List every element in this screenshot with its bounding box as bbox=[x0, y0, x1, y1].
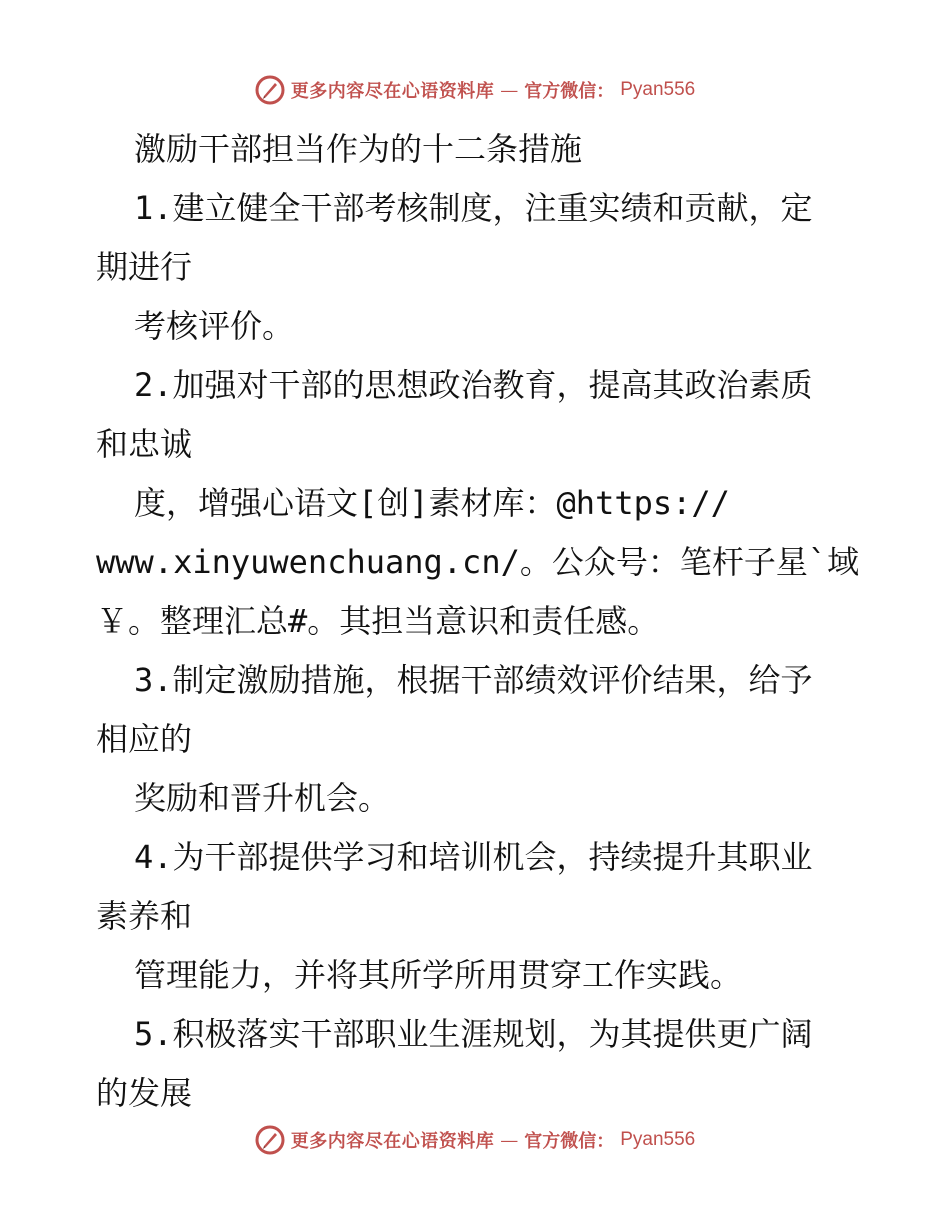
paragraph-line: 的发展 bbox=[96, 1074, 193, 1112]
paragraph-line: 管理能力，并将其所学所用贯穿工作实践。 bbox=[134, 956, 743, 994]
paragraph-line: 5.积极落实干部职业生涯规划，为其提供更广阔 bbox=[134, 1015, 813, 1053]
banner-dash: — bbox=[500, 79, 519, 101]
banner-dash: — bbox=[500, 1129, 519, 1151]
document-body bbox=[96, 121, 860, 1124]
banner-text: 更多内容尽在心语资料库 bbox=[290, 81, 495, 102]
banner-wechat-label: 官方微信： bbox=[524, 1131, 615, 1152]
paragraph-line: 考核评价。 bbox=[134, 307, 295, 345]
paragraph-line: 和忠诚 bbox=[96, 425, 193, 463]
paragraph-line: 1.建立健全干部考核制度，注重实绩和贡献，定 bbox=[134, 189, 813, 227]
paragraph-line: 2.加强对干部的思想政治教育，提高其政治素质 bbox=[134, 366, 813, 404]
quill-pen-circle-icon bbox=[255, 75, 285, 105]
banner-wechat-label: 官方微信： bbox=[524, 81, 615, 102]
paragraph-line: 奖励和晋升机会。 bbox=[134, 779, 391, 817]
paragraph-line: ￥。整理汇总#。其担当意识和责任感。 bbox=[96, 602, 660, 640]
paragraph-line: 3.制定激励措施，根据干部绩效评价结果，给予 bbox=[134, 661, 813, 699]
paragraph-line: 度，增强心语文[创]素材库：@https:// bbox=[134, 484, 730, 522]
footer-banner bbox=[0, 1120, 950, 1160]
quill-pen-circle-icon bbox=[255, 1125, 285, 1155]
banner-wechat-id: Pyan556 bbox=[620, 1129, 696, 1150]
banner-wechat-id: Pyan556 bbox=[620, 79, 696, 100]
paragraph-line: 期进行 bbox=[96, 248, 193, 286]
paragraph-line: www.xinyuwenchuang.cn/。公众号：笔杆子星`域 bbox=[96, 543, 860, 581]
header-banner bbox=[0, 70, 950, 110]
banner-text: 更多内容尽在心语资料库 bbox=[290, 1131, 495, 1152]
paragraph-line: 相应的 bbox=[96, 720, 193, 758]
document-title: 激励干部担当作为的十二条措施 bbox=[134, 130, 583, 168]
paragraph-line: 4.为干部提供学习和培训机会，持续提升其职业 bbox=[134, 838, 813, 876]
paragraph-line: 素养和 bbox=[96, 897, 193, 935]
